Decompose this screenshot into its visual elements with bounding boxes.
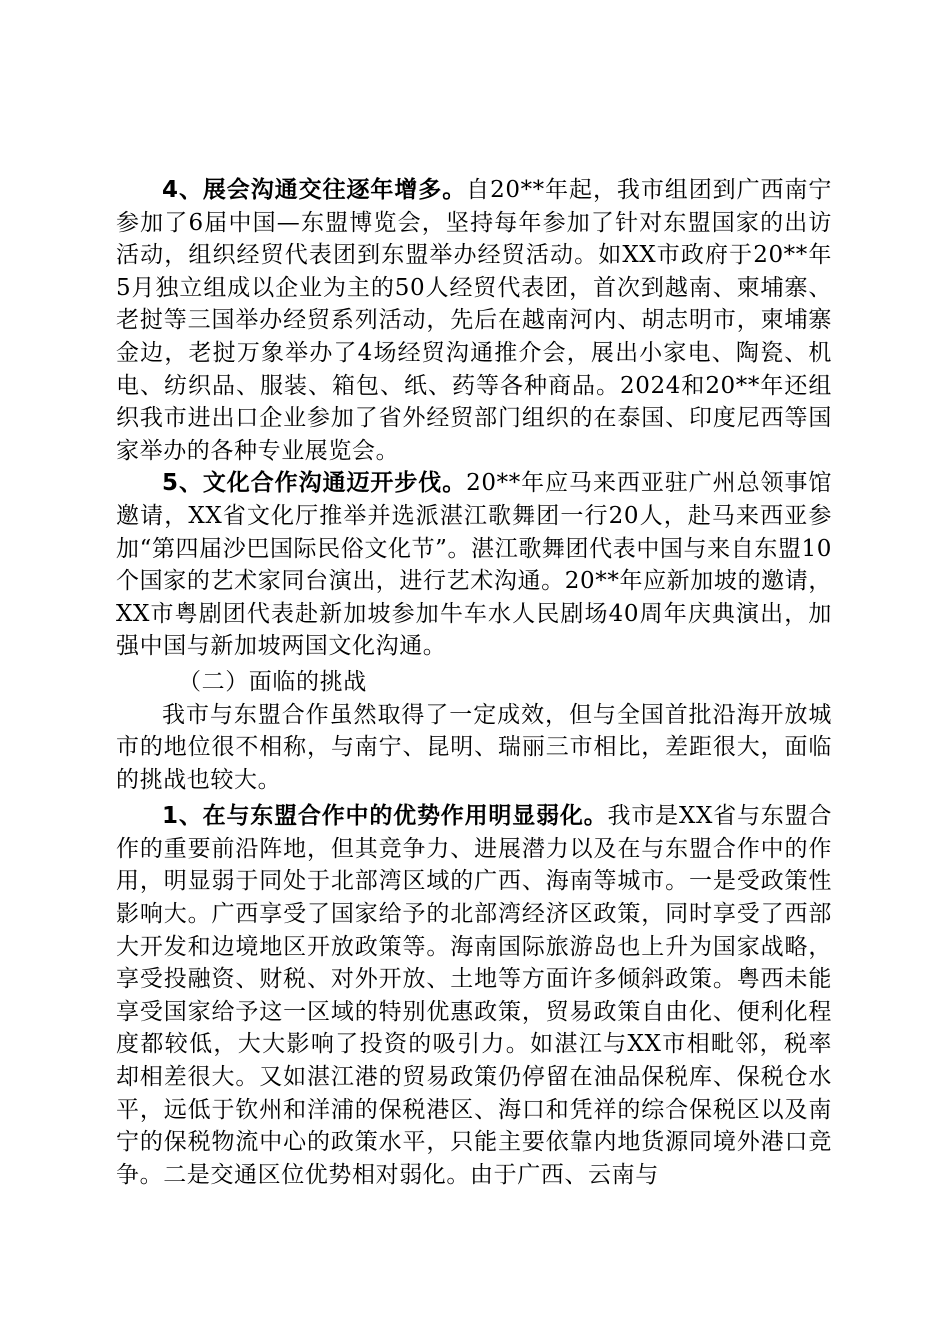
section-heading: （二）面临的挑战 — [178, 668, 367, 695]
paragraph-advantage — [116, 800, 832, 1191]
paragraph-intro: 我市与东盟合作虽然取得了一定成效，但与全国首批沿海开放城市的地位很不相称，与南宁、昆明、瑞丽三市相比，差距很大，面临的挑战也较大。 — [116, 701, 832, 793]
paragraph-lead: 4、展会沟通交往逐年增多。 — [162, 177, 467, 203]
paragraph-body: 20**年应马来西亚驻广州总领事馆邀请，XX省文化厅推举并选派湛江歌舞团一行20人，赴马来西亚参加“第四届沙巴国际民俗文化节”。湛江歌舞团代表中国与来自东盟10个国家的艺术家同台演出，进行艺术沟通。20**年应新加坡的邀请，XX市粤剧团代表赴新加坡参加牛车水人民剧场40周年庆典演出，加强中国与新加坡两国文化沟通。 — [116, 470, 832, 660]
document-page — [116, 174, 832, 1191]
paragraph-lead: 1、在与东盟合作中的优势作用明显弱化。 — [162, 803, 608, 830]
paragraph-lead: 5、文化合作沟通迈开步伐。 — [162, 470, 467, 497]
paragraph-culture — [116, 467, 832, 663]
paragraph-body: 我市是XX省与东盟合作的重要前沿阵地，但其竞争力、进展潜力以及在与东盟合作中的作用，明显弱于同处于北部湾区域的广西、海南等城市。一是受政策性影响大。广西享受了国家给予的北部湾经济区政策，同时享受了西部大开发和边境地区开放政策等。海南国际旅游岛也上升为国家战略，享受投融资、财税、对外开放、土地等方面许多倾斜政策。粤西未能享受国家给予这一区域的特别优惠政策，贸易政策自由化、便利化程度都较低，大大影响了投资的吸引力。如湛江与XX市相毗邻，税率却相差很大。又如湛江港的贸易政策仍停留在油品保税库、保税仓水平，远低于钦州和洋浦的保税港区、海口和凭祥的综合保税区以及南宁的保税物流中心的政策水平，只能主要依靠内地货源同境外港口竞争。二是交通区位优势相对弱化。由于广西、云南与 — [116, 803, 832, 1188]
paragraph-exhibition — [116, 174, 832, 467]
paragraph-body: 自20**年起，我市组团到广西南宁参加了6届中国—东盟博览会，坚持每年参加了针对东盟国家的出访活动，组织经贸代表团到东盟举办经贸活动。如XX市政府于20**年5月独立组成以企业为主的50人经贸代表团，首次到越南、柬埔寨、老挝等三国举办经贸系列活动，先后在越南河内、胡志明市，柬埔寨金边，老挝万象举办了4场经贸沟通推介会，展出小家电、陶瓷、机电、纺织品、服装、箱包、纸、药等各种商品。2024和20**年还组织我市进出口企业参加了省外经贸部门组织的在泰国、印度尼西等国家举办的各种专业展览会。 — [116, 177, 832, 464]
